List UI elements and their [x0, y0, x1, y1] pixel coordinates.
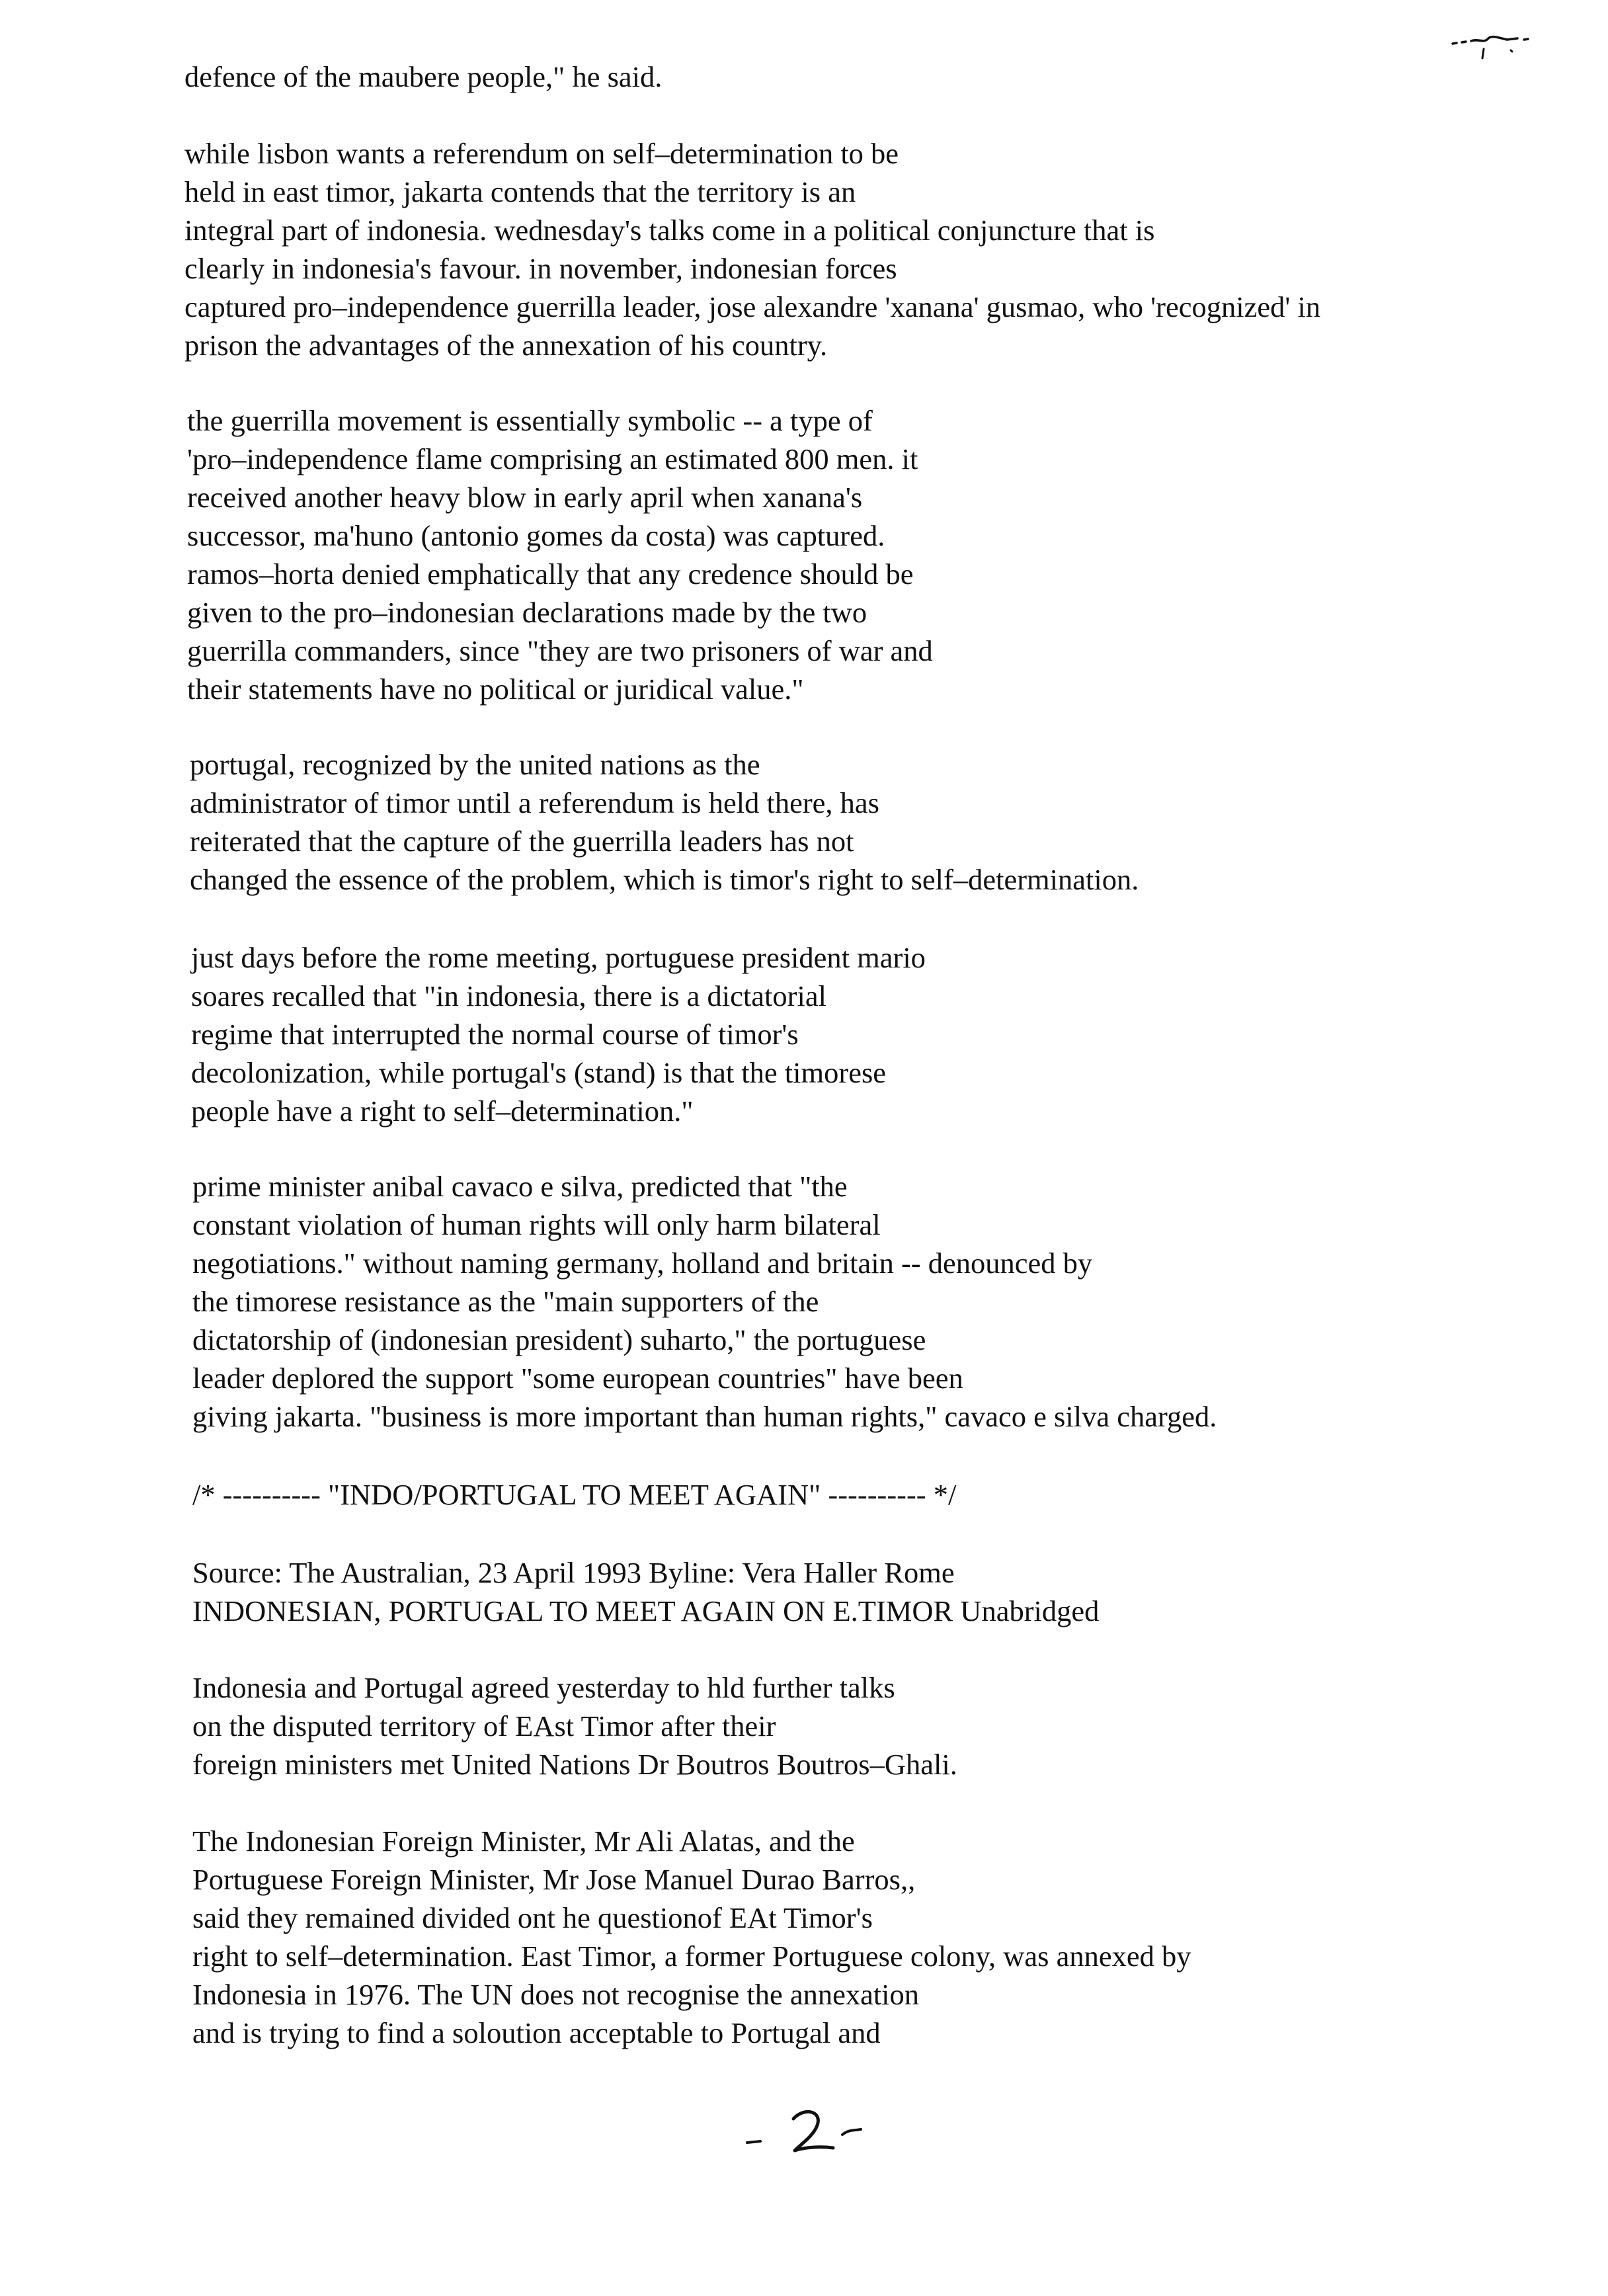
text-line: captured pro–independence guerrilla leader, jose alexandre 'xanana' gusmao, who 'recognized' in — [184, 290, 1321, 323]
text-line: people have a right to self–determination." — [191, 1094, 694, 1128]
text-line: Indonesia and Portugal agreed yesterday to hld further talks — [192, 1671, 895, 1704]
text-line: The Indonesian Foreign Minister, Mr Ali Alatas, and the — [192, 1824, 855, 1858]
text-line: leader deplored the support "some european countries" have been — [192, 1362, 963, 1395]
text-line: held in east timor, jakarta contends that the territory is an — [184, 175, 856, 208]
text-line: integral part of indonesia. wednesday's talks come in a political conjuncture that is — [184, 214, 1155, 247]
text-line: successor, ma'huno (antonio gomes da costa) was captured. — [187, 519, 885, 552]
text-line: received another heavy blow in early april when xanana's — [187, 481, 863, 514]
text-line: right to self–determination. East Timor, a former Portuguese colony, was annexed by — [192, 1940, 1191, 1973]
corner-handwritten-mark — [1446, 32, 1545, 71]
text-line: on the disputed territory of EAst Timor after their — [192, 1709, 776, 1742]
text-line: guerrilla commanders, since "they are two prisoners of war and — [187, 634, 933, 667]
text-line: clearly in indonesia's favour. in november, indonesian forces — [184, 252, 897, 285]
text-line: ramos–horta denied emphatically that any credence should be — [187, 557, 914, 591]
text-line: changed the essence of the problem, which is timor's right to self–determination. — [190, 863, 1139, 896]
text-line: regime that interrupted the normal course of timor's — [191, 1018, 799, 1051]
text-line: Indonesia in 1976. The UN does not recognise the annexation — [192, 1978, 920, 2011]
text-line: dictatorship of (indonesian president) suharto," the portuguese — [192, 1323, 926, 1356]
text-line: the timorese resistance as the "main supporters of the — [192, 1285, 819, 1318]
text-line: said they remained divided ont he questionof EAt Timor's — [192, 1901, 873, 1934]
text-line: giving jakarta. "business is more important than human rights," cavaco e silva charged. — [192, 1400, 1217, 1433]
text-line: administrator of timor until a referendum is held there, has — [190, 786, 879, 819]
section-divider-heading: /* ---------- "INDO/PORTUGAL TO MEET AGAIN" ---------- */ — [192, 1478, 957, 1511]
text-line: their statements have no political or juridical value." — [187, 673, 804, 706]
text-line: just days before the rome meeting, portuguese president mario — [191, 941, 926, 974]
handwritten-page-number — [741, 2103, 886, 2162]
text-line: while lisbon wants a referendum on self–determination to be — [184, 137, 899, 170]
text-line: the guerrilla movement is essentially symbolic -- a type of — [187, 404, 873, 437]
text-line: portugal, recognized by the united nations as the — [190, 748, 760, 781]
text-line: given to the pro–indonesian declarations made by the two — [187, 596, 867, 629]
text-line: Portuguese Foreign Minister, Mr Jose Manuel Durao Barros,, — [192, 1863, 916, 1896]
text-line: negotiations." without naming germany, holland and britain -- denounced by — [192, 1247, 1093, 1280]
text-line: soares recalled that "in indonesia, there is a dictatorial — [191, 979, 826, 1012]
text-line: prison the advantages of the annexation of his country. — [184, 329, 828, 362]
text-line: and is trying to find a soloution acceptable to Portugal and — [192, 2016, 881, 2049]
text-line: foreign ministers met United Nations Dr Boutros Boutros–Ghali. — [192, 1748, 957, 1781]
text-line: INDONESIAN, PORTUGAL TO MEET AGAIN ON E.TIMOR Unabridged — [192, 1594, 1100, 1627]
text-line: defence of the maubere people," he said. — [184, 60, 663, 93]
text-line: Source: The Australian, 23 April 1993 Byline: Vera Haller Rome — [192, 1556, 955, 1589]
text-line: prime minister anibal cavaco e silva, predicted that "the — [192, 1170, 848, 1203]
text-line: 'pro–independence flame comprising an estimated 800 men. it — [187, 442, 918, 475]
text-line: decolonization, while portugal's (stand) is that the timorese — [191, 1056, 887, 1089]
text-line: constant violation of human rights will only harm bilateral — [192, 1208, 881, 1241]
text-line: reiterated that the capture of the guerrilla leaders has not — [190, 825, 854, 858]
